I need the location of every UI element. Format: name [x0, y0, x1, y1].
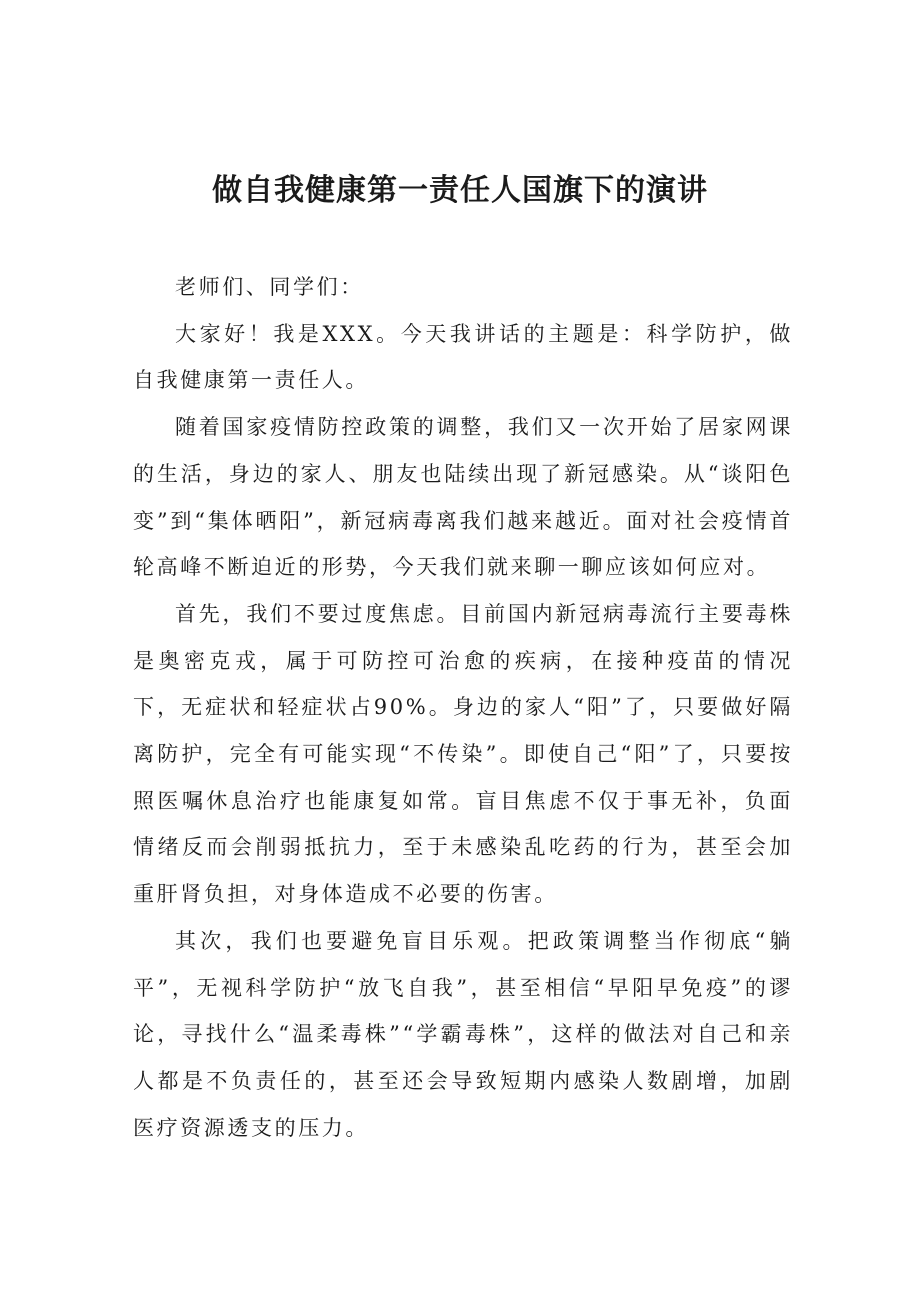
background-paragraph: 随着国家疫情防控政策的调整，我们又一次开始了居家网课的生活，身边的家人、朋友也陆续出现了新冠感染。从“谈阳色变”到“集体晒阳”，新冠病毒离我们越来越近。面对社会疫情首轮高峰不断迫近的形势，今天我们就来聊一聊应该如何应对。 [133, 415, 793, 580]
document-title: 做自我健康第一责任人国旗下的演讲 [212, 173, 708, 208]
salutation-paragraph: 老师们、同学们： [175, 275, 364, 299]
greeting-paragraph: 大家好！我是XXX。今天我讲话的主题是：科学防护，做自我健康第一责任人。 [133, 321, 793, 393]
second-point-paragraph: 其次，我们也要避免盲目乐观。把政策调整当作彻底“躺平”，无视科学防护“放飞自我”，甚至相信“早阳早免疫”的谬论，寻找什么“温柔毒株”“学霸毒株”，这样的做法对自己和亲人都是不负责任的，甚至还会导致短期内感染人数剧增，加剧医疗资源透支的压力。 [133, 928, 793, 1140]
first-point-paragraph: 首先，我们不要过度焦虑。目前国内新冠病毒流行主要毒株是奥密克戎，属于可防控可治愈的疾病，在接种疫苗的情况下，无症状和轻症状占90%。身边的家人“阳”了，只要做好隔离防护，完全有可能实现“不传染”。即使自己“阳”了，只要按照医嘱休息治疗也能康复如常。盲目焦虑不仅于事无补，负面情绪反而会削弱抵抗力，至于未感染乱吃药的行为，甚至会加重肝肾负担，对身体造成不必要的伤害。 [133, 601, 793, 907]
document-body [133, 264, 793, 1151]
